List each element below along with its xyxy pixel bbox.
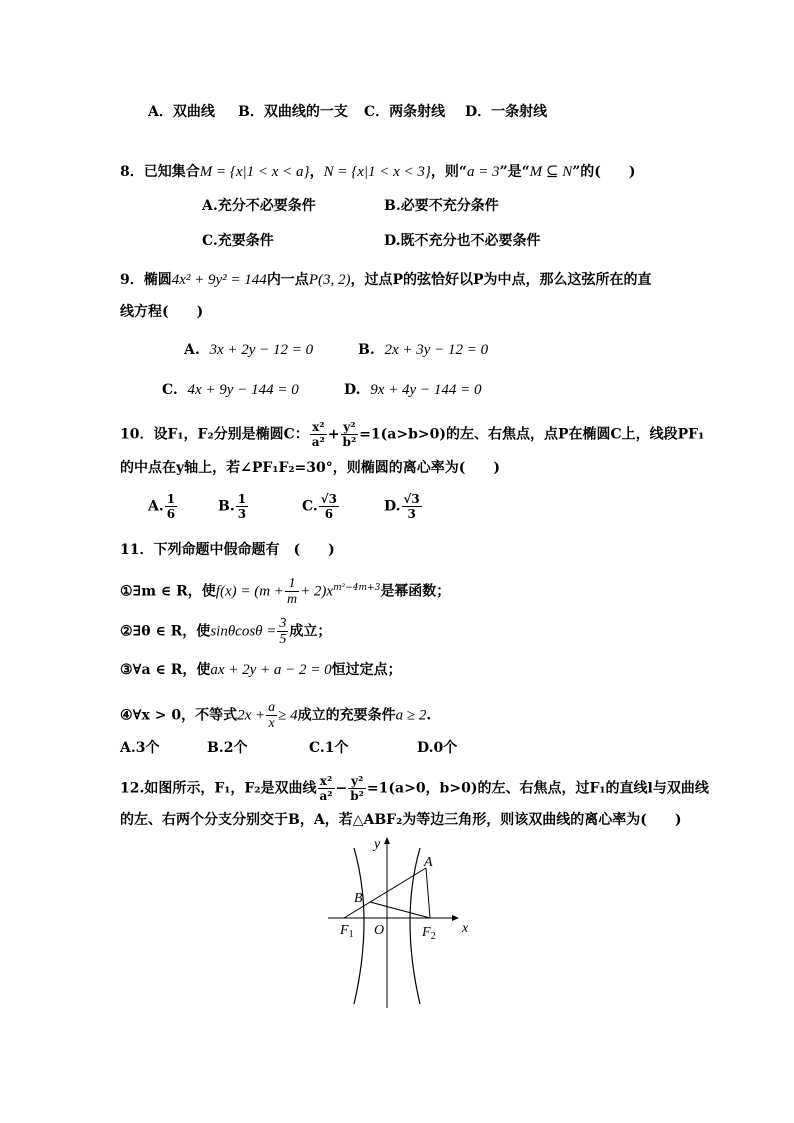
q11-stem: 11．下列命题中假命题有 ( ) — [120, 542, 335, 558]
q11-p1-frac: $\frac{1}{m}$ — [286, 576, 298, 607]
q8-stem-mid1: ，则“ — [430, 164, 467, 180]
q10-frac-x: $\frac{\text{x²}}{\text{a²}}$ — [311, 420, 325, 449]
q11-option-c: C.1个 — [309, 740, 349, 756]
q11-p2-frac: $\frac{3}{5}$ — [279, 616, 287, 647]
q12-stem-line2: 的左、右两个分支分别交于B，A，若△ABF₂为等边三角形，则该双曲线的离心率为( ) — [120, 812, 682, 828]
q12-frac-x: $\frac{\text{x²}}{\text{a²}}$ — [319, 774, 333, 803]
q7-option-b: B．双曲线的一支 — [238, 104, 348, 120]
q8-stem-mid2: ”是“ — [499, 164, 530, 180]
q9-option-c-eq: 4x + 9y − 144 = 0 — [187, 382, 299, 398]
q9-option-b-label: B. — [358, 342, 375, 358]
q9-stem-mid: 内一点 — [266, 272, 309, 288]
q10-option-b: B. $\frac{1}{3}$ — [218, 492, 247, 521]
q9-stem-pre: 9．椭圆 — [120, 272, 172, 288]
q7-option-c: C．两条射线 — [364, 104, 446, 120]
q8-stem-pre: 8．已知集合 — [120, 164, 200, 180]
q9-ellipse-eq: 4x² + 9y² = 144 — [171, 272, 267, 288]
origin-label: O — [374, 923, 385, 938]
hyperbola-figure — [326, 832, 476, 1012]
q10-option-c-frac: $\frac{√3}{6}$ — [320, 492, 338, 521]
q12-stem: 12.如图所示，F₁，F₂是双曲线 $\frac{\text{x²}}{\text{a²}}$ − $\frac{\text{y²}}{\text{b²}}$ =1(a>0，b>0)的左、右焦点，过F₁的直线l与双曲线 — [120, 774, 709, 803]
q8-condition: a = 3 — [466, 164, 500, 180]
q9-stem-line2: 线方程( ) — [120, 304, 204, 320]
q8-stem — [120, 162, 636, 182]
q10-option-b-frac: $\frac{1}{3}$ — [237, 492, 247, 521]
hyperbola-right-branch — [410, 848, 420, 1004]
x-label: x — [462, 921, 469, 936]
y-label: y — [374, 837, 381, 852]
q10-option-d-frac: $\frac{√3}{3}$ — [403, 492, 420, 521]
q11-option-d: D.0个 — [417, 740, 458, 756]
q11-option-a: A.3个 — [120, 740, 160, 756]
q10-stem-line2: 的中点在y轴上，若∠PF₁F₂=30°，则椭圆的离心率为( ) — [120, 460, 500, 476]
q10-stem-eq: =1(a>b>0)的左、右焦点，点P在椭圆C上，线段PF₁ — [359, 426, 705, 443]
q7-option-d: D．一条射线 — [465, 104, 548, 120]
q8-option-c: C.充要条件 — [202, 233, 274, 249]
f2-label: $F_2$ — [422, 925, 436, 942]
point-a-label: A — [424, 855, 433, 870]
q9-option-d — [344, 380, 481, 400]
q11-p4-frac: $\frac{a}{x}$ — [268, 700, 276, 731]
q10-option-a-frac: $\frac{1}{6}$ — [166, 492, 176, 521]
q8-set-m: M = {x|1 < x < a} — [199, 164, 310, 180]
segment-a-f2 — [426, 868, 430, 918]
q9-option-c-label: C. — [162, 382, 178, 398]
q8-set-n: N = {x|1 < x < 3} — [323, 164, 431, 180]
q9-point: P(3, 2) — [308, 272, 351, 288]
q10-option-a: A. $\frac{1}{6}$ — [148, 492, 176, 521]
q8-option-b: B.必要不充分条件 — [384, 198, 499, 214]
q11-option-b: B.2个 — [207, 740, 248, 756]
segment-b-f2 — [370, 902, 430, 918]
q9-stem-end: ，过点P的弦恰好以P为中点，那么这弦所在的直 — [350, 272, 652, 288]
q10-option-d: D. $\frac{√3}{3}$ — [384, 492, 420, 521]
q9-option-d-eq: 9x + 4y − 144 = 0 — [370, 382, 482, 398]
q9-stem — [120, 270, 652, 290]
point-b-label: B — [354, 891, 363, 906]
q8-option-a: A.充分不必要条件 — [202, 198, 316, 214]
q11-proposition-1: ①∃m ∈ R，使f(x) = (m + $\frac{1}{m}$ + $2)x^{m^2-4m+3}$是幂函数； — [120, 576, 451, 607]
q9-option-a-label: A. — [184, 342, 200, 358]
q11-proposition-4: ④∀x > 0，不等式2x + $\frac{a}{x}$ ≥ 4成立的充要条件a ≥ 2. — [120, 700, 432, 731]
q8-relation: M ⊆ N — [529, 164, 573, 180]
q9-option-a-eq: 3x + 2y − 12 = 0 — [209, 342, 314, 358]
q10-stem: 10．设F₁，F₂分别是椭圆C： $\frac{\text{x²}}{\text{a²}}$ + $\frac{\text{y²}}{\text{b²}}$ =1(a>b>0)的左、右焦点，点P在椭圆C上，线段PF₁ — [120, 420, 705, 449]
q8-option-d: D.既不充分也不必要条件 — [384, 233, 541, 249]
q12-frac-y: $\frac{\text{y²}}{\text{b²}}$ — [350, 774, 364, 803]
q9-option-a — [184, 340, 313, 360]
q10-stem-pre: 10．设F₁，F₂分别是椭圆C： — [120, 426, 309, 443]
q9-option-b — [358, 340, 488, 360]
f1-label: $F_1$ — [340, 923, 354, 940]
q10-option-c: C. $\frac{√3}{6}$ — [302, 492, 338, 521]
hyperbola-left-branch — [354, 848, 364, 1004]
q7-option-a: A．双曲线 — [148, 104, 215, 120]
q11-proposition-3: ③∀a ∈ R，使ax + 2y + a − 2 = 0恒过定点； — [120, 662, 402, 678]
q9-option-b-eq: 2x + 3y − 12 = 0 — [384, 342, 489, 358]
q9-option-c — [162, 380, 299, 400]
q8-stem-end: ”的( ) — [572, 164, 636, 180]
q11-proposition-2: ②∃θ ∈ R，使sinθcosθ = $\frac{3}{5}$ 成立； — [120, 616, 332, 647]
q9-option-d-label: D. — [344, 382, 361, 398]
q10-frac-y: $\frac{\text{y²}}{\text{b²}}$ — [342, 420, 357, 449]
q8-comma: ， — [309, 164, 324, 180]
